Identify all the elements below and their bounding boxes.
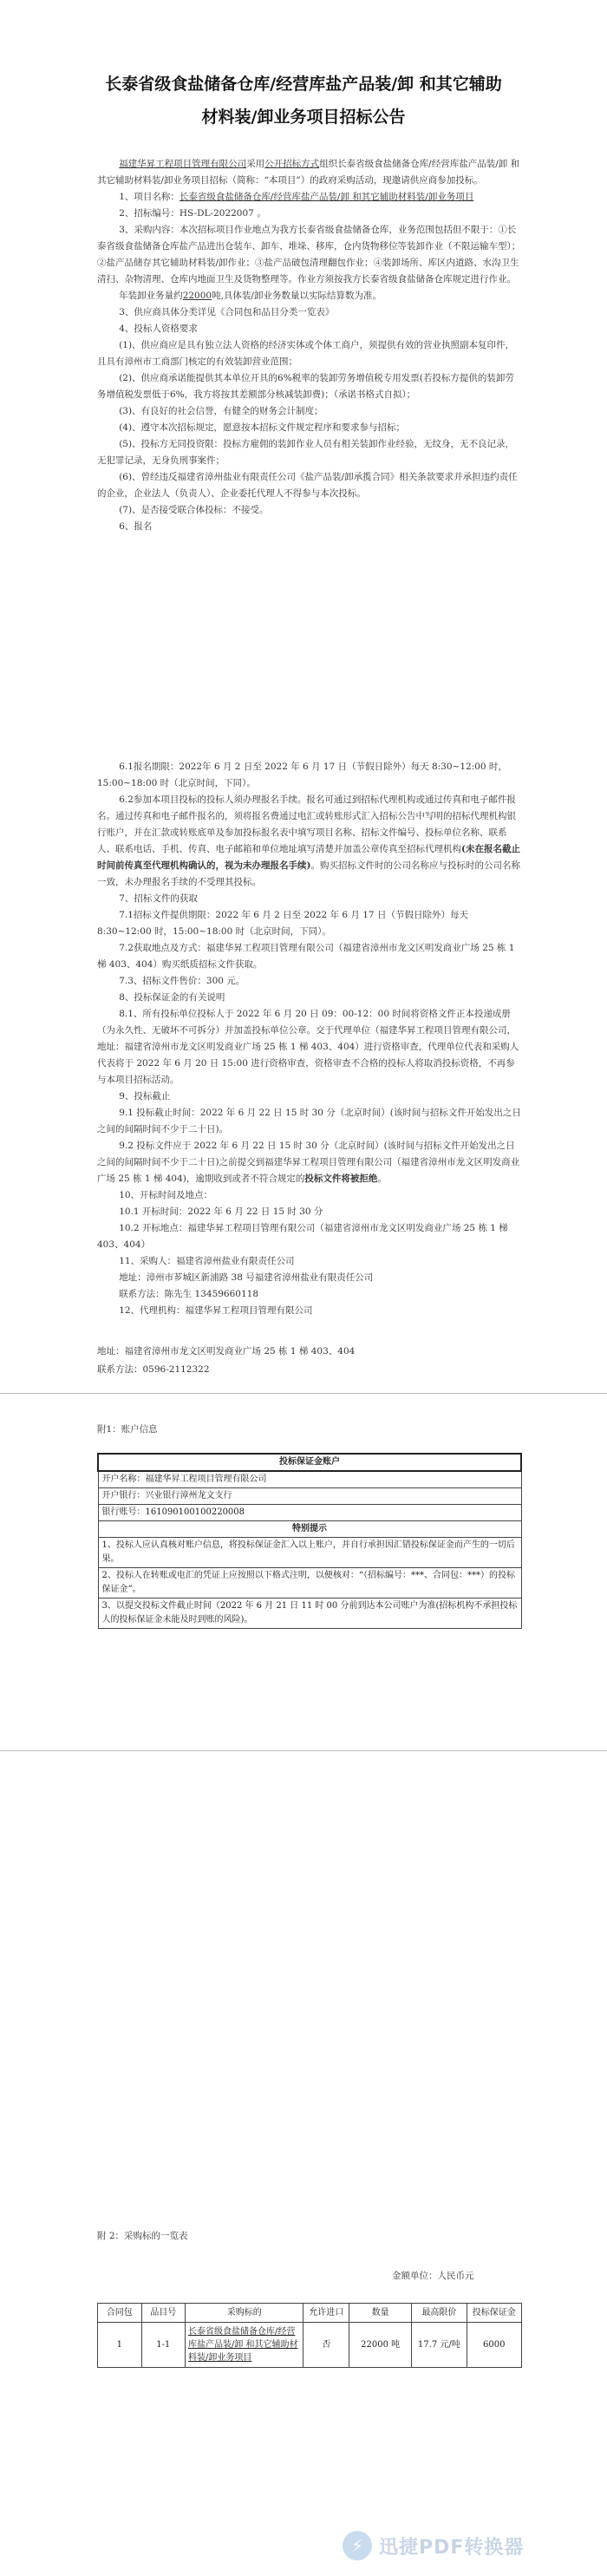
section-8-deposit: 8、投标保证金的有关说明 xyxy=(119,992,225,1003)
title-line-1: 长泰省级食盐储备仓库/经营库盐产品装/卸 和其它辅助 xyxy=(105,75,502,94)
notice-3: 3、以提交投标文件截止时间（2022 年 6 月 21 日 11 时 00 分前到达本公司账户为准(招标机构不承担投标人的投标保证金未能及时到账的风险)。 xyxy=(98,1599,521,1629)
registration-6-2-tail: 。购买招标文件时的公司名称应与投标时的公司名称一致，未办理报名手续的不受理其投标。 xyxy=(97,860,520,887)
intro-text-1: 采用 xyxy=(246,159,265,169)
section-6-registration: 6、报名 xyxy=(119,521,153,532)
qualification-1: (1)、供应商应是具有独立法人资格的经济实体或个体工商户，须提供有效的营业执照副本复印件，且具有漳州市工商部门核定的有效装卸营业范围； xyxy=(97,340,515,367)
section-7-documents: 7、招标文件的获取 xyxy=(119,893,198,904)
purchaser-contact: 联系方法：陈先生 13459660118 xyxy=(119,1289,259,1299)
header-cell: 数量 xyxy=(349,2304,412,2323)
section-10-opening: 10、开标时间及地点： xyxy=(119,1190,213,1200)
section-1-project-name xyxy=(97,189,522,206)
title-line-2: 材料装/卸业务项目招标公告 xyxy=(201,108,406,127)
header-cell: 允许进口 xyxy=(304,2304,349,2323)
documents-7-1: 7.1招标文件提供期限：2022 年 6 月 2 日至 2022 年 6 月 17 日（节假日除外）每天 8:30~12:00 时，15:00~18:00 时（北京时间，下同）。 xyxy=(97,910,468,937)
page-divider xyxy=(0,1750,607,1751)
qualification-6: (6)、曾经违反福建省漳州盐业有限责任公司《盐产品装/卸承揽合同》相关条款要求并承担违约责任的企业，企业法人（负责人）、企业委托代理人不得参与本次投标。 xyxy=(97,472,518,499)
agency-phone: 联系方法：0596-2112322 xyxy=(97,1364,210,1375)
header-cell: 采购标的 xyxy=(186,2304,304,2323)
agency-name: 福建华昇工程项目管理有限公司 xyxy=(119,159,247,169)
pdf-converter-logo-icon: ⚡ xyxy=(343,2531,372,2560)
announcement-body xyxy=(97,156,522,1319)
qualification-4: (4)、遵守本次招标规定，愿意按本招标文件规定程序和要求参与招标； xyxy=(119,422,406,433)
registration-6-2 xyxy=(97,792,522,891)
page-title xyxy=(52,68,555,134)
section-12-agency: 12、代理机构：福建华昇工程项目管理有限公司 xyxy=(119,1305,313,1316)
account-name: 开户名称：福建华昇工程项目管理有限公司 xyxy=(98,1471,521,1488)
watermark xyxy=(343,2531,524,2560)
qualification-5: (5)、投标方无同投资限：投标方雇佣的装卸作业人员有相关装卸作业经验，无纹身，无不良记录，无犯罪记录，无身负刑事案件； xyxy=(97,439,515,466)
deadline-9-2-warning: 投标文件将被拒绝 xyxy=(304,1174,378,1184)
attachment-2-label: 附 2：采购标的一览表 xyxy=(97,2231,188,2241)
special-notice-header: 特别提示 xyxy=(98,1521,521,1538)
deadline-9-2 xyxy=(97,1138,522,1187)
section-4-qualifications: 4、投标人资格要求 xyxy=(119,324,198,334)
volume-note: 吨,具体装/卸业务数量以实际结算数为准。 xyxy=(212,291,382,301)
agency-footer xyxy=(97,1343,522,1379)
qualification-2: (2)、供应商承诺能提供其本单位开具的6%税率的装卸劳务增值税专用发票(若投标方提供的装卸劳务增值税发票低于6%，我方将按其差额部分核减装卸费)；（承诺书格式自拟）； xyxy=(97,373,514,400)
opening-10-2: 10.2 开标地点：福建华昇工程项目管理有限公司（福建省漳州市龙文区明发商业广场 25 栋 1 梯 403、404） xyxy=(97,1223,508,1250)
account-bank: 开户银行：兴业银行漳州龙文支行 xyxy=(98,1488,521,1505)
registration-6-1: 6.1报名期限：2022年 6 月 2 日至 2022 年 6 月 17 日（节假日除外）每天 8:30~12:00 时，15:00~18:00 时（北京时间，下同）。 xyxy=(97,762,507,788)
account-info-table xyxy=(97,1453,522,1629)
table-cell: 22000 吨 xyxy=(349,2323,412,2368)
intro-text-2: 组织长泰省级食盐储备仓库/经营库盐产品装/卸 和其它辅助材料装/卸业务项目招标（简称：“本项目”）的政府采购活动，现邀请供应商参加投标。 xyxy=(97,159,520,186)
table-cell: 6000 xyxy=(467,2323,521,2368)
section-11-purchaser: 11、采购人：福建省漳州盐业有限责任公司 xyxy=(119,1256,295,1266)
qualification-3: (3)、有良好的社会信誉，有健全的财务会计制度； xyxy=(119,406,323,416)
purchaser-address: 地址：漳州市芗城区新浦路 38 号福建省漳州盐业有限责任公司 xyxy=(119,1272,374,1283)
table-cell: 长泰省级食盐储备仓库/经营库盐产品装/卸 和其它辅助材料装/卸业务项目 xyxy=(186,2323,304,2368)
documents-7-3: 7.3、招标文件售价：300 元。 xyxy=(119,976,245,986)
project-name: 长泰省级食盐储备仓库/经营库盐产品装/卸 和其它辅助材料装/卸业务项目 xyxy=(179,192,474,202)
table-header-row xyxy=(98,2304,522,2323)
header-cell: 合同包 xyxy=(98,2304,142,2323)
attachment-1-label: 附1：账户信息 xyxy=(97,1424,158,1435)
opening-10-1: 10.1 开标时间：2022 年 6 月 22 日 15 时 30 分 xyxy=(119,1206,323,1217)
table-cell: 否 xyxy=(304,2323,349,2368)
table-row xyxy=(98,2323,522,2368)
volume-label: 年装卸业务量约 xyxy=(119,291,183,301)
registration-6-2-text: 6.2参加本项目投标的投标人须办理报名手续。报名可通过到招标代理机构或通过传真和电子邮件报名。通过传真和电子邮件报名的，须将报名费通过电汇或转账形式汇入招标公告中写明的招标代理机构银行账户，并在汇款或转账底单及参加投标报名表中填写项目名称、招标文件编号、投标单位名称、联系人、联系电话、手机、传真、电子邮箱和单位地址填写清楚并加盖公章传真至招标代理机构 xyxy=(97,794,516,854)
watermark-text: 迅捷PDF转换器 xyxy=(379,2536,525,2559)
currency-unit: 金额单位：人民币元 xyxy=(392,2271,474,2281)
qualification-7: (7)、是否接受联合体投标：不接受。 xyxy=(119,505,269,515)
notice-1: 1、投标人应认真核对账户信息，将投标保证金汇入以上账户，并自行承担因汇错投标保证金而产生的一切后果。 xyxy=(98,1538,521,1568)
notice-2: 2、投标人在转账或电汇的凭证上应按照以下格式注明，以便核对：“（招标编号：***、合同包：***）的投标保证金”。 xyxy=(98,1568,521,1599)
supplier-classification: 3、供应商具体分类详见《合同包和品目分类一览表》 xyxy=(119,307,335,317)
deposit-8-1: 8.1、所有投标单位投标人于 2022 年 6 月 20 日 09：00-12：00 时间将资格文件正本投递成册（为永久性、无破坏不可拆分）并加盖投标单位公章。交于代理单位（福建华昇工程项目管理有限公司，地址：福建省漳州市龙文区明发商业广场 25 栋 1 梯 403、404）进行资格审查，代理单位代表和采购人代表将于 2022 年 6 月 20 日 15:00 进行资格审查，资格审查不合格的投标人将取消投标资格，不再参与本项目招标活动。 xyxy=(97,1009,519,1085)
account-number: 银行账号：161090100100220008 xyxy=(98,1505,521,1521)
table-cell: 17.7 元/吨 xyxy=(412,2323,467,2368)
intro-paragraph xyxy=(97,156,522,189)
page-divider xyxy=(0,1393,607,1394)
header-cell: 品目号 xyxy=(141,2304,186,2323)
annual-volume xyxy=(97,288,522,304)
procurement-items-table xyxy=(97,2303,522,2368)
procurement-method: 公开招标方式 xyxy=(264,159,320,169)
section-1-label: 1、项目名称： xyxy=(119,192,179,202)
deadline-9-2-tail: 。 xyxy=(377,1174,387,1184)
table-cell: 1-1 xyxy=(141,2323,186,2368)
registration-6-2-warning: (未在报名截止时间前传真至代理机构确认的，视为未办理报名手续) xyxy=(97,844,520,871)
volume-value: 22000 xyxy=(182,291,212,301)
header-cell: 投标保证金 xyxy=(467,2304,521,2323)
account-table-header: 投标保证金账户 xyxy=(98,1454,521,1471)
blank-space xyxy=(97,535,522,759)
section-2-bid-number: 2、招标编号：HS-DL-2022007 。 xyxy=(119,208,266,219)
agency-address: 地址：福建省漳州市龙文区明发商业广场 25 栋 1 梯 403、404 xyxy=(97,1346,356,1357)
section-9-deadline: 9、投标截止 xyxy=(119,1091,171,1102)
section-3-scope: 3、采购内容：本次招标项目作业地点为我方长泰省级食盐储备仓库，业务范围包括但不限于：①长泰省级食盐储备仓库盐产品进出仓装车、卸车、堆垛、移库，仓内货物移位等装卸作业（不限运输车型）；②盐产品储存其它辅助材料装/卸作业；③盐产品破包清理翻包作业；④装卸场所、库区内道路、水沟卫生清扫、杂物清理、仓库内地面卫生及货物整理等。作业方须按我方长泰省级食盐储备仓库规定进行作业。 xyxy=(97,225,521,284)
documents-7-2: 7.2获取地点及方式：福建华昇工程项目管理有限公司（福建省漳州市龙文区明发商业广场 25 栋 1 梯 403、404）购买纸质招标文件获取。 xyxy=(97,943,515,970)
table-cell: 1 xyxy=(98,2323,142,2368)
deadline-9-2-text: 9.2 投标文件应于 2022 年 6 月 22 日 15 时 30 分（北京时间）(该时间与招标文件开始发出之日之间的间隔时间不少于二十日)之前提交到福建华昇工程项目管理有限公司（福建省漳州市龙文区明发商业广场 25 栋 1 梯 404)，逾期收到或者不符合规定的 xyxy=(97,1141,520,1184)
header-cell: 最高限价 xyxy=(412,2304,467,2323)
deadline-9-1: 9.1 投标截止时间：2022 年 6 月 22 日 15 时 30 分（北京时间）(该时间与招标文件开始发出之日之间的间隔时间不少于二十日)。 xyxy=(97,1108,521,1134)
